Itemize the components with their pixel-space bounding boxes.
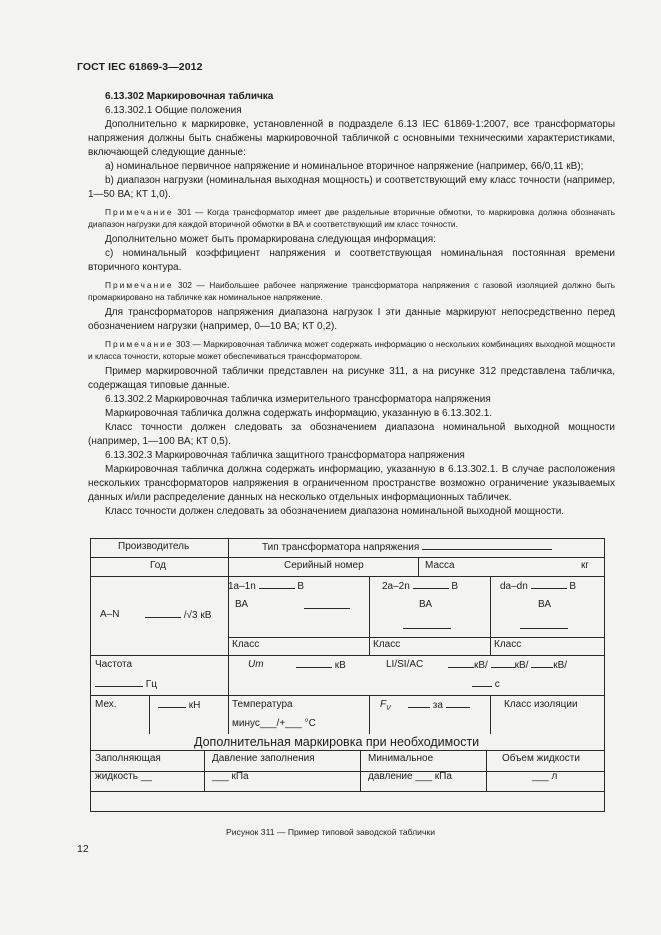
- liquid-volume-value: ___ л: [532, 771, 558, 782]
- kv-unit: кВ/: [474, 660, 488, 671]
- temperature-range: минус___/+___ °С: [232, 718, 316, 729]
- subsection-title: 6.13.302.2 Маркировочная табличка измерительного трансформатора напряжения: [105, 394, 491, 405]
- fv-subscript: V: [386, 705, 391, 712]
- kv-unit: кВ/: [514, 660, 529, 671]
- blank-line: [531, 580, 567, 589]
- paragraph: a) номинальное первичное напряжение и номинальное вторичное напряжение (например, 66/0,11 кВ);: [105, 161, 584, 172]
- blank-line: [158, 699, 186, 708]
- blank-line: [491, 659, 515, 668]
- blank-line: [259, 580, 295, 589]
- time-value: [472, 678, 500, 690]
- serial-label: Серийный номер: [284, 560, 364, 571]
- figure-caption: Рисунок 311 — Пример типовой заводской таблички: [225, 827, 435, 837]
- plate-line: [490, 695, 491, 734]
- winding-3: [500, 580, 576, 592]
- an-label: A–N: [100, 609, 120, 620]
- paragraph: Для трансформаторов напряжения диапазона нагрузок I эти данные маркируют непосредственно перед обозначением нагрузки (например, 0—10 ВА; КТ 0,2).: [88, 307, 615, 332]
- plate-line: [90, 695, 605, 696]
- sqrt3-unit: /√3 кВ: [183, 610, 212, 621]
- kn-unit: кН: [188, 700, 201, 711]
- plate-border-left: [90, 538, 91, 812]
- class-label: Класс: [373, 639, 401, 650]
- blank-line: [95, 678, 143, 687]
- mechanical-value: [158, 699, 200, 711]
- blank-line: [408, 699, 430, 708]
- blank-line: [296, 659, 332, 668]
- class-label: Класс: [494, 639, 522, 650]
- um-value: [296, 659, 346, 671]
- year-label: Год: [150, 560, 166, 571]
- blank-line: [145, 609, 181, 618]
- plate-line: [490, 576, 491, 656]
- paragraph: Маркировочная табличка должна содержать информацию, указанную в 6.13.302.1.: [105, 408, 493, 419]
- blank-line: [413, 580, 449, 589]
- va-label: ВА: [235, 599, 249, 610]
- per-text: за: [432, 700, 443, 711]
- page-number: 12: [77, 843, 89, 855]
- plate-line: [360, 750, 361, 792]
- fv-symbol: F: [380, 699, 387, 710]
- insulation-levels-label: LI/SI/AC: [386, 659, 424, 670]
- plate-border-top: [90, 538, 605, 539]
- insulation-levels-values: [448, 659, 567, 671]
- an-value: [145, 609, 211, 621]
- frequency-label: Частота: [95, 659, 133, 670]
- volt-unit: В: [297, 581, 305, 592]
- temperature-label: Температура: [232, 699, 293, 710]
- paragraph: Дополнительно может быть промаркирована следующая информация:: [105, 234, 436, 245]
- note-label: Примечание: [105, 280, 174, 290]
- fill-pressure-value: ___ кПа: [212, 771, 249, 782]
- note-302: [88, 279, 615, 303]
- plate-line: [90, 576, 605, 577]
- note-text: 302 — Наибольшее рабочее напряжение трансформатора напряжения с газовой изоляцией должно быть промаркировано на табличке как номинальное напряжение.: [88, 280, 615, 302]
- blank-line: [422, 541, 552, 550]
- volt-unit: В: [451, 581, 459, 592]
- paragraph: c) номинальный коэффициент напряжения и соответствующая номинальная постоянная времени вторичного контура.: [88, 248, 615, 273]
- additional-marking-title: Дополнительная маркировка при необходимости: [194, 735, 480, 749]
- kv-unit: кВ: [334, 660, 346, 671]
- plate-line: [90, 655, 605, 656]
- paragraph: Дополнительно к маркировке, установленной в подразделе 6.13 IEC 61869-1:2007, все трансформаторы напряжения должны быть снабжены маркировочной табличкой с основными техническими характеристиками, включающей следующие данные:: [88, 119, 615, 158]
- mechanical-label: Мех.: [95, 699, 117, 710]
- winding-3-label: da–dn: [500, 581, 528, 592]
- note-text: 301 — Когда трансформатор имеет две раздельные вторичные обмотки, то маркировка должна обозначать диапазон нагрузки для каждой вторичной обмотки в ВА и соответствующий им класс точности.: [88, 207, 615, 229]
- standard-header: ГОСТ IEC 61869-3—2012: [77, 61, 203, 73]
- plate-line: [90, 791, 605, 792]
- um-label: Um: [248, 659, 264, 670]
- paragraph: Класс точности должен следовать за обозначением диапазона номинальной выходной мощности.: [105, 506, 565, 517]
- plate-border-right: [604, 538, 605, 812]
- blank-line: [472, 678, 492, 687]
- blank-line: [531, 659, 553, 668]
- va-label: ВА: [538, 599, 552, 610]
- min-pressure-value: давление ___ кПа: [368, 771, 452, 782]
- frequency-value: [95, 678, 157, 690]
- min-pressure-label: Минимальное: [368, 753, 434, 764]
- paragraph: Пример маркировочной таблички представлен на рисунке 311, а на рисунке 312 представлена табличка, содержащая типовые данные.: [88, 366, 615, 391]
- blank-line: [520, 620, 568, 629]
- section-title: 6.13.302 Маркировочная табличка: [105, 91, 274, 102]
- blank-line: [403, 620, 451, 629]
- paragraph: Класс точности должен следовать за обозначением диапазона номинальной выходной мощности (например, 1—100 ВА; КТ 0,5).: [88, 422, 615, 447]
- rating-plate-figure: [88, 538, 606, 812]
- note-label: Примечание: [105, 207, 174, 217]
- mass-label: Масса: [425, 560, 455, 571]
- transformer-type-label: [262, 541, 552, 553]
- note-303: [88, 338, 615, 362]
- plate-line: [90, 750, 605, 751]
- plate-border-bottom: [90, 811, 605, 812]
- blank-line: [304, 600, 350, 609]
- seconds-unit: с: [494, 679, 500, 690]
- class-label: Класс: [232, 639, 260, 650]
- subsection-title: 6.13.302.3 Маркировочная табличка защитного трансформатора напряжения: [105, 450, 465, 461]
- section-text: [88, 90, 615, 519]
- paragraph: b) диапазон нагрузки (номинальная выходная мощность) и соответствующий ему класс точности (например, 1—50 ВА; КТ 1,0).: [88, 175, 615, 200]
- winding-2: [382, 580, 458, 592]
- fill-liquid-value: жидкость __: [95, 771, 152, 782]
- manufacturer-label: Производитель: [118, 541, 190, 552]
- plate-line: [486, 750, 487, 792]
- liquid-volume-label: Объем жидкости: [502, 753, 580, 764]
- plate-line: [418, 557, 419, 576]
- note-text: 303 — Маркировочная табличка может содержать информацию о нескольких комбинациях выходной мощности и класса точности, которые может обеспечиваться трансформатором.: [88, 339, 616, 361]
- winding-1: [228, 580, 304, 592]
- blank-line: [448, 659, 474, 668]
- volt-unit: В: [569, 581, 577, 592]
- plate-line: [369, 695, 370, 734]
- blank-line: [446, 699, 470, 708]
- insulation-class-label: Класс изоляции: [504, 699, 578, 710]
- mass-unit: кг: [581, 560, 590, 571]
- hz-unit: Гц: [145, 679, 157, 690]
- plate-line: [369, 576, 370, 656]
- transformer-type-text: Тип трансформатора напряжения: [262, 542, 420, 553]
- winding-2-label: 2a–2n: [382, 581, 410, 592]
- note-label: Примечание: [105, 339, 174, 349]
- paragraph: 6.13.302.1 Общие положения: [105, 105, 242, 116]
- plate-line: [149, 695, 150, 734]
- fv-value: [408, 699, 470, 711]
- plate-line: [90, 557, 605, 558]
- plate-line: [204, 750, 205, 792]
- plate-line: [228, 637, 605, 638]
- paragraph: Маркировочная табличка должна содержать информацию, указанную в 6.13.302.1. В случае расположения нескольких трансформаторов напряжения в ограниченном пространстве возможно ограничение указываемых данных и/или распределение данных на несколько отдельных информационных табличек.: [88, 464, 615, 503]
- fv-label: [380, 699, 391, 712]
- kv-unit: кВ/: [553, 660, 568, 671]
- plate-line: [90, 771, 605, 772]
- fill-liquid-label: Заполняющая: [95, 753, 161, 764]
- fill-pressure-label: Давление заполнения: [212, 753, 315, 764]
- va-label: ВА: [419, 599, 433, 610]
- plate-line: [228, 538, 229, 734]
- winding-1-label: 1a–1n: [228, 581, 256, 592]
- note-301: [88, 206, 615, 230]
